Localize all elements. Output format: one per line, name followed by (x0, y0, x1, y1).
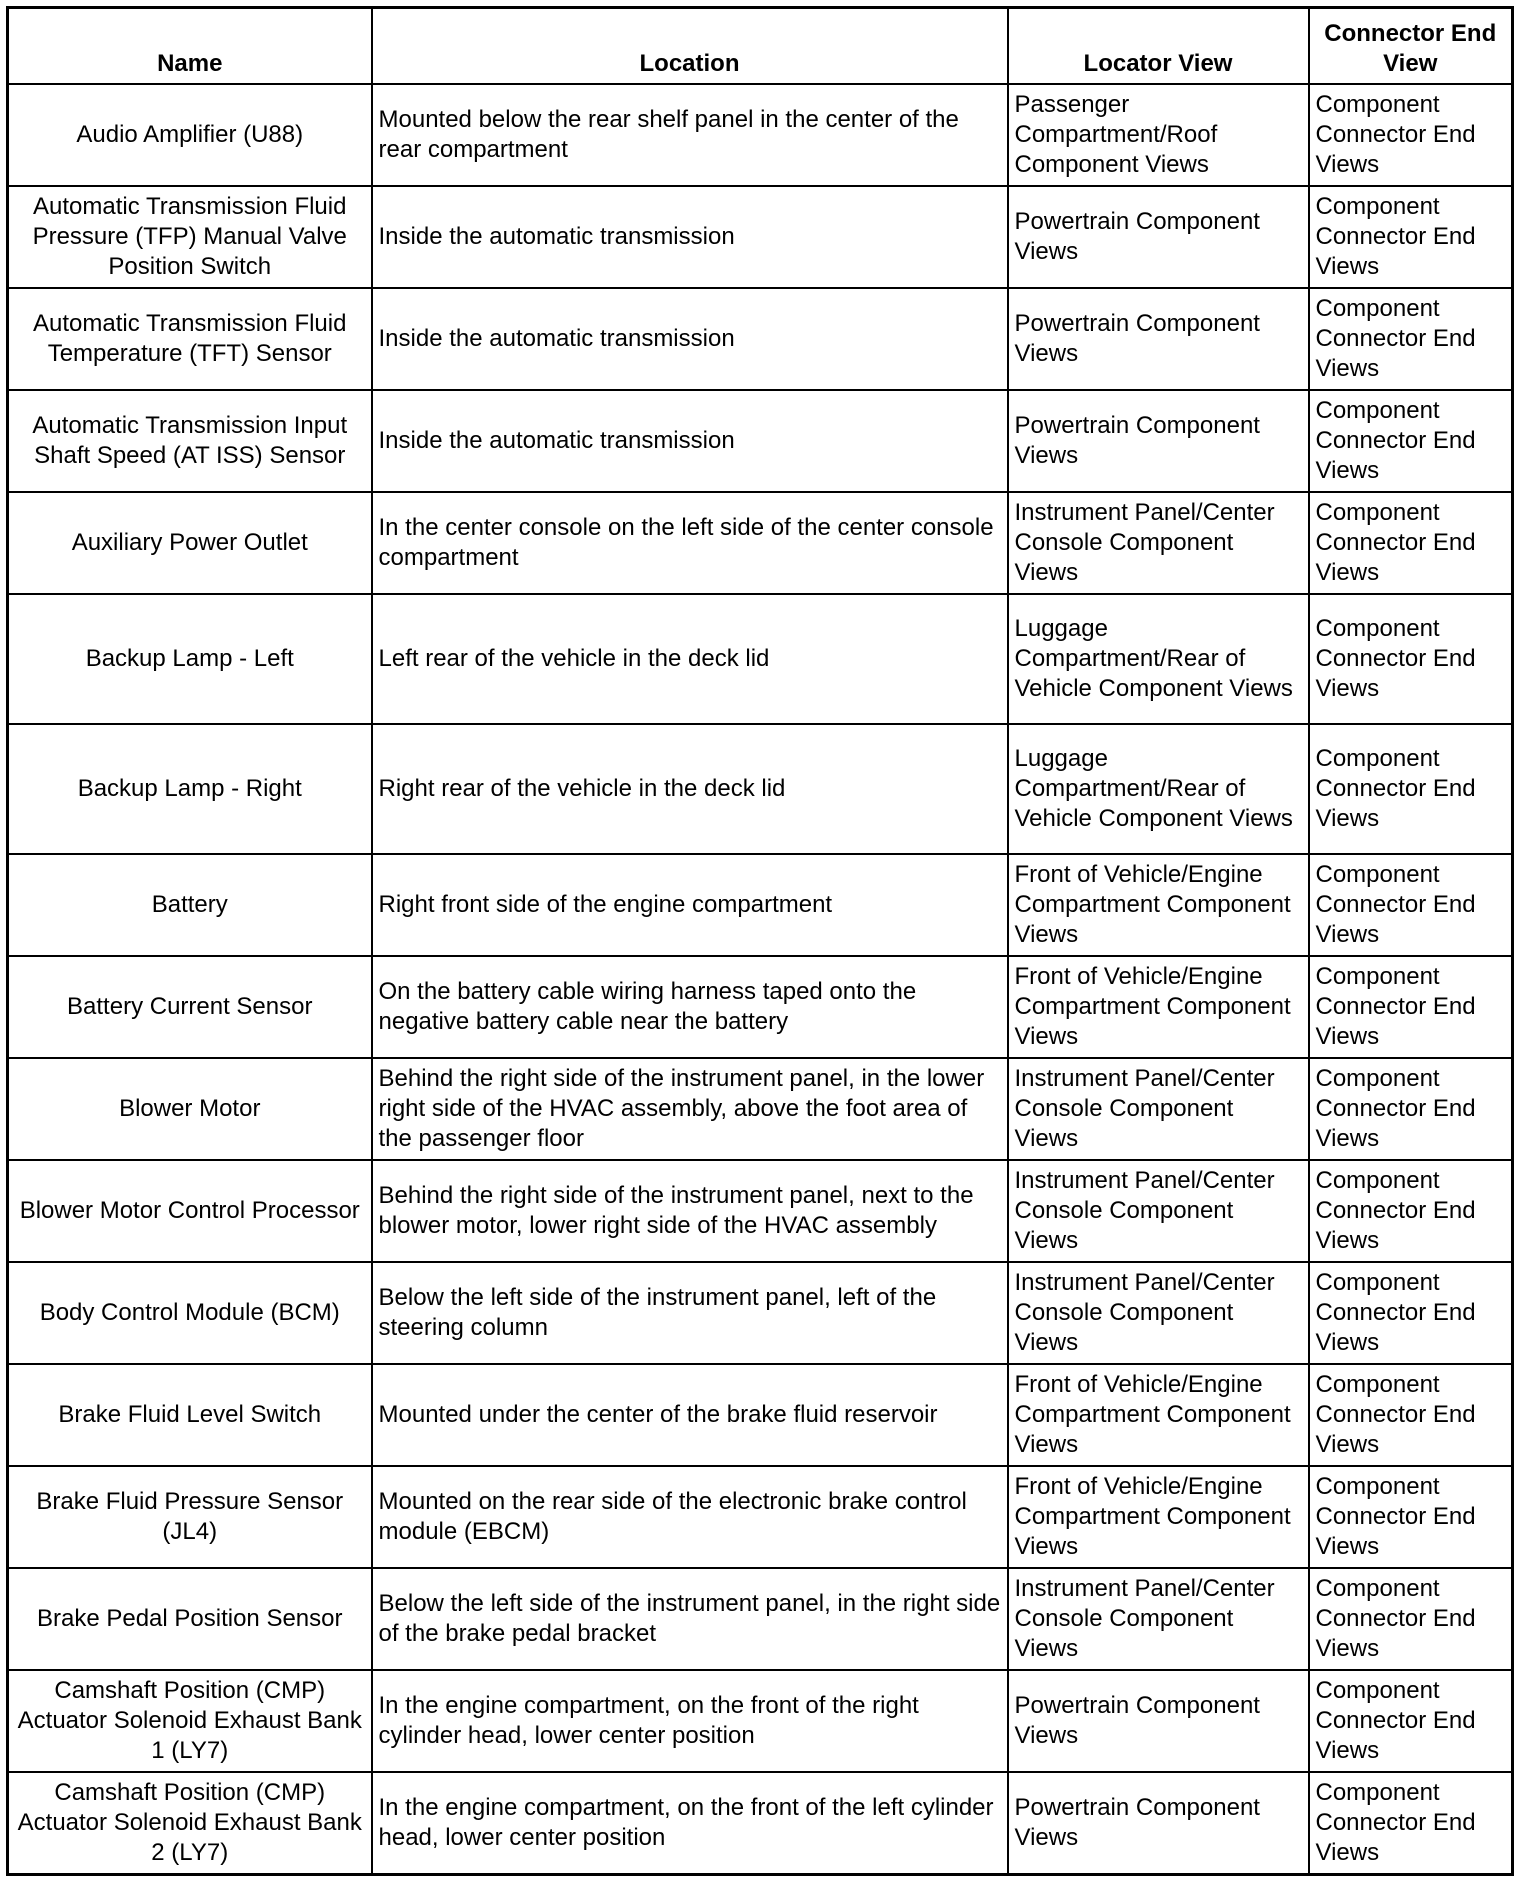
cell-name: Camshaft Position (CMP) Actuator Solenoid Exhaust Bank 1 (LY7) (8, 1670, 372, 1772)
cell-location: Behind the right side of the instrument panel, in the lower right side of the HVAC assembly, above the foot area of the passenger floor (372, 1058, 1008, 1160)
table-row (8, 186, 1513, 288)
cell-location: Left rear of the vehicle in the deck lid (372, 594, 1008, 724)
cell-name: Automatic Transmission Fluid Pressure (TFP) Manual Valve Position Switch (8, 186, 372, 288)
cell-location: Mounted below the rear shelf panel in the center of the rear compartment (372, 84, 1008, 186)
table-row (8, 594, 1513, 724)
header-connector-end-view: Connector End View (1309, 8, 1513, 85)
table-row (8, 1466, 1513, 1568)
cell-name: Automatic Transmission Fluid Temperature (TFT) Sensor (8, 288, 372, 390)
cell-location: Mounted on the rear side of the electronic brake control module (EBCM) (372, 1466, 1008, 1568)
cell-connector-end-view: Component Connector End Views (1309, 594, 1513, 724)
cell-connector-end-view: Component Connector End Views (1309, 1262, 1513, 1364)
cell-locator-view: Luggage Compartment/Rear of Vehicle Component Views (1008, 594, 1309, 724)
cell-name: Backup Lamp - Right (8, 724, 372, 854)
table-row (8, 288, 1513, 390)
cell-name: Blower Motor (8, 1058, 372, 1160)
cell-connector-end-view: Component Connector End Views (1309, 1364, 1513, 1466)
cell-locator-view: Luggage Compartment/Rear of Vehicle Component Views (1008, 724, 1309, 854)
cell-name: Blower Motor Control Processor (8, 1160, 372, 1262)
header-locator-view: Locator View (1008, 8, 1309, 85)
cell-connector-end-view: Component Connector End Views (1309, 956, 1513, 1058)
cell-location: Below the left side of the instrument panel, in the right side of the brake pedal bracket (372, 1568, 1008, 1670)
table-row (8, 1364, 1513, 1466)
cell-connector-end-view: Component Connector End Views (1309, 1466, 1513, 1568)
cell-connector-end-view: Component Connector End Views (1309, 1568, 1513, 1670)
table-row (8, 1058, 1513, 1160)
table-header-row (8, 8, 1513, 85)
header-name: Name (8, 8, 372, 85)
component-locator-table-container (6, 6, 1511, 1876)
cell-name: Brake Fluid Level Switch (8, 1364, 372, 1466)
component-locator-table (6, 6, 1514, 1876)
cell-name: Battery (8, 854, 372, 956)
cell-name: Battery Current Sensor (8, 956, 372, 1058)
table-row (8, 1160, 1513, 1262)
cell-location: In the engine compartment, on the front of the right cylinder head, lower center position (372, 1670, 1008, 1772)
cell-name: Camshaft Position (CMP) Actuator Solenoid Exhaust Bank 2 (LY7) (8, 1772, 372, 1875)
cell-location: Right front side of the engine compartment (372, 854, 1008, 956)
cell-name: Brake Pedal Position Sensor (8, 1568, 372, 1670)
table-row (8, 1568, 1513, 1670)
cell-locator-view: Instrument Panel/Center Console Component Views (1008, 1160, 1309, 1262)
cell-connector-end-view: Component Connector End Views (1309, 1670, 1513, 1772)
cell-location: In the center console on the left side of the center console compartment (372, 492, 1008, 594)
cell-location: Behind the right side of the instrument panel, next to the blower motor, lower right side of the HVAC assembly (372, 1160, 1008, 1262)
cell-name: Audio Amplifier (U88) (8, 84, 372, 186)
table-row (8, 724, 1513, 854)
cell-connector-end-view: Component Connector End Views (1309, 1160, 1513, 1262)
cell-connector-end-view: Component Connector End Views (1309, 1772, 1513, 1875)
cell-location: Inside the automatic transmission (372, 390, 1008, 492)
cell-locator-view: Passenger Compartment/Roof Component Views (1008, 84, 1309, 186)
table-row (8, 1262, 1513, 1364)
cell-locator-view: Powertrain Component Views (1008, 390, 1309, 492)
cell-name: Brake Fluid Pressure Sensor (JL4) (8, 1466, 372, 1568)
cell-location: Mounted under the center of the brake fluid reservoir (372, 1364, 1008, 1466)
cell-locator-view: Front of Vehicle/Engine Compartment Component Views (1008, 1466, 1309, 1568)
cell-connector-end-view: Component Connector End Views (1309, 186, 1513, 288)
cell-location: On the battery cable wiring harness taped onto the negative battery cable near the battery (372, 956, 1008, 1058)
table-row (8, 854, 1513, 956)
cell-location: Inside the automatic transmission (372, 186, 1008, 288)
cell-location: Below the left side of the instrument panel, left of the steering column (372, 1262, 1008, 1364)
cell-locator-view: Powertrain Component Views (1008, 1670, 1309, 1772)
cell-locator-view: Powertrain Component Views (1008, 288, 1309, 390)
cell-locator-view: Instrument Panel/Center Console Component Views (1008, 492, 1309, 594)
table-row (8, 956, 1513, 1058)
header-location: Location (372, 8, 1008, 85)
cell-connector-end-view: Component Connector End Views (1309, 492, 1513, 594)
cell-connector-end-view: Component Connector End Views (1309, 390, 1513, 492)
cell-locator-view: Instrument Panel/Center Console Component Views (1008, 1568, 1309, 1670)
table-row (8, 84, 1513, 186)
cell-locator-view: Front of Vehicle/Engine Compartment Component Views (1008, 956, 1309, 1058)
cell-locator-view: Instrument Panel/Center Console Component Views (1008, 1262, 1309, 1364)
cell-locator-view: Front of Vehicle/Engine Compartment Component Views (1008, 854, 1309, 956)
cell-location: Right rear of the vehicle in the deck lid (372, 724, 1008, 854)
table-row (8, 492, 1513, 594)
cell-location: In the engine compartment, on the front of the left cylinder head, lower center position (372, 1772, 1008, 1875)
table-row (8, 1670, 1513, 1772)
cell-connector-end-view: Component Connector End Views (1309, 724, 1513, 854)
cell-connector-end-view: Component Connector End Views (1309, 854, 1513, 956)
cell-connector-end-view: Component Connector End Views (1309, 84, 1513, 186)
cell-locator-view: Powertrain Component Views (1008, 1772, 1309, 1875)
cell-name: Auxiliary Power Outlet (8, 492, 372, 594)
cell-name: Body Control Module (BCM) (8, 1262, 372, 1364)
cell-connector-end-view: Component Connector End Views (1309, 288, 1513, 390)
cell-name: Automatic Transmission Input Shaft Speed (AT ISS) Sensor (8, 390, 372, 492)
cell-locator-view: Powertrain Component Views (1008, 186, 1309, 288)
cell-locator-view: Instrument Panel/Center Console Component Views (1008, 1058, 1309, 1160)
cell-locator-view: Front of Vehicle/Engine Compartment Component Views (1008, 1364, 1309, 1466)
cell-name: Backup Lamp - Left (8, 594, 372, 724)
table-row (8, 390, 1513, 492)
cell-connector-end-view: Component Connector End Views (1309, 1058, 1513, 1160)
cell-location: Inside the automatic transmission (372, 288, 1008, 390)
table-row (8, 1772, 1513, 1875)
